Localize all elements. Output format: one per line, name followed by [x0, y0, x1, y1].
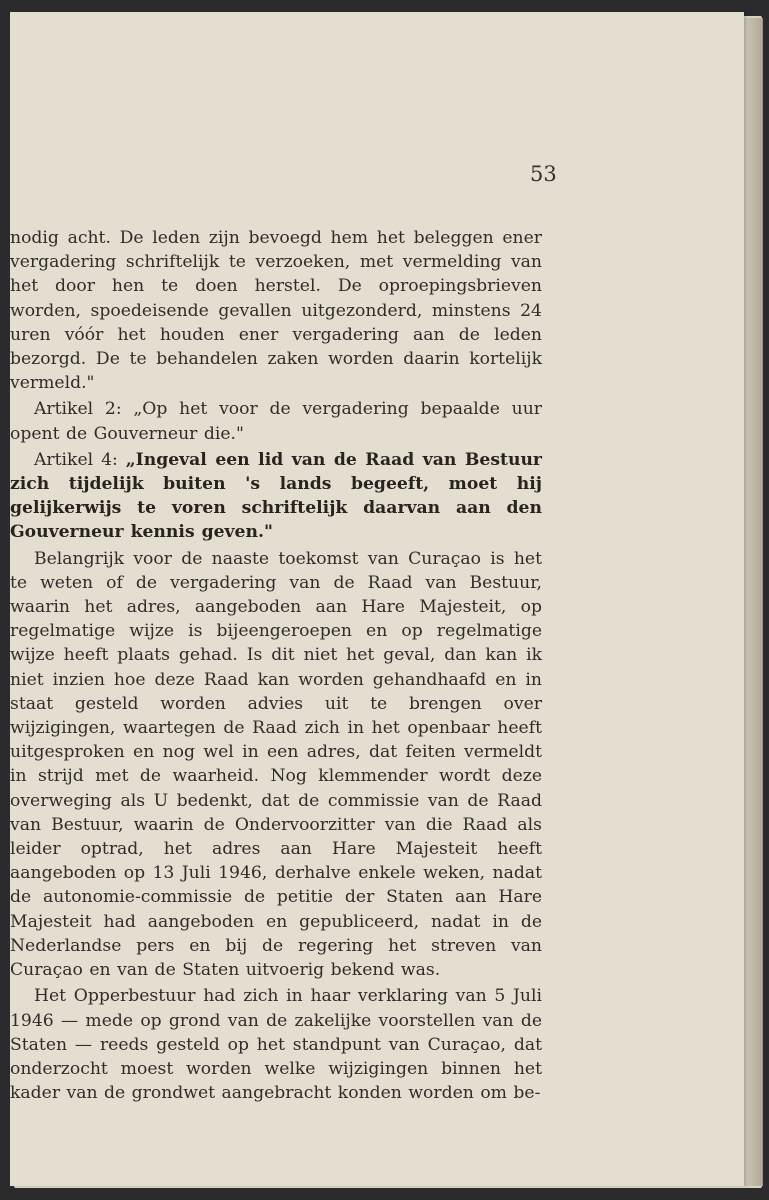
artikel-4-prefix: Artikel 4:	[34, 449, 126, 470]
artikel-4-quote: „Ingeval een lid van de Raad van Bestuur zich tijdelijk buiten 's lands begeeft, moet hij gelijkerwijs te voren schriftelijk daarvan aan den Gouverneur kennis geven."	[10, 449, 542, 543]
paragraph-artikel-4	[10, 448, 542, 545]
body-text	[10, 226, 542, 1107]
paragraph-continuation: nodig acht. De leden zijn bevoegd hem het beleggen ener vergadering schriftelijk te verzoeken, met vermelding van het door hen te doen herstel. De oproepingsbrieven worden, spoedeisende gevallen uitgezonderd, minstens 24 uren vóór het houden ener vergadering aan de leden bezorgd. De te behandelen zaken worden daarin kortelijk vermeld."	[10, 228, 542, 394]
paragraph-opperbestuur: Het Opperbestuur had zich in haar verklaring van 5 Juli 1946 — mede op grond van de zakelijke voorstellen van de Staten — reeds gesteld op het standpunt van Curaçao, dat onderzocht moest worden welke wijzigingen binnen het kader van de grondwet aangebracht konden worden om be-	[10, 986, 542, 1104]
page-number: 53	[530, 162, 557, 186]
paragraph-artikel-2: Artikel 2: „Op het voor de vergadering bepaalde uur opent de Gouverneur die."	[10, 399, 542, 444]
paragraph-belangrijk: Belangrijk voor de naaste toekomst van Curaçao is het te weten of de vergadering van de Raad van Bestuur, waarin het adres, aangeboden aan Hare Majesteit, op regelmatige wijze is bijeengeroepen en op regelmatige wijze heeft plaats gehad. Is dit niet het geval, dan kan ik niet inzien hoe deze Raad kan worden gehandhaafd en in staat gesteld worden advies uit te brengen over wijzigingen, waartegen de Raad zich in het openbaar heeft uitgesproken en nog wel in een adres, dat feiten vermeldt in strijd met de waarheid. Nog klemmender wordt deze overweging als U bedenkt, dat de commissie van de Raad van Bestuur, waarin de Ondervoorzitter van die Raad als leider optrad, het adres aan Hare Majesteit heeft aangeboden op 13 Juli 1946, derhalve enkele weken, nadat de autonomie-commissie de petitie der Staten aan Hare Majesteit had aangeboden en gepubliceerd, nadat in de Nederlandse pers en bij de regering het streven van Curaçao en van de Staten uitvoerig bekend was.	[10, 548, 542, 981]
document-page	[10, 12, 744, 1186]
